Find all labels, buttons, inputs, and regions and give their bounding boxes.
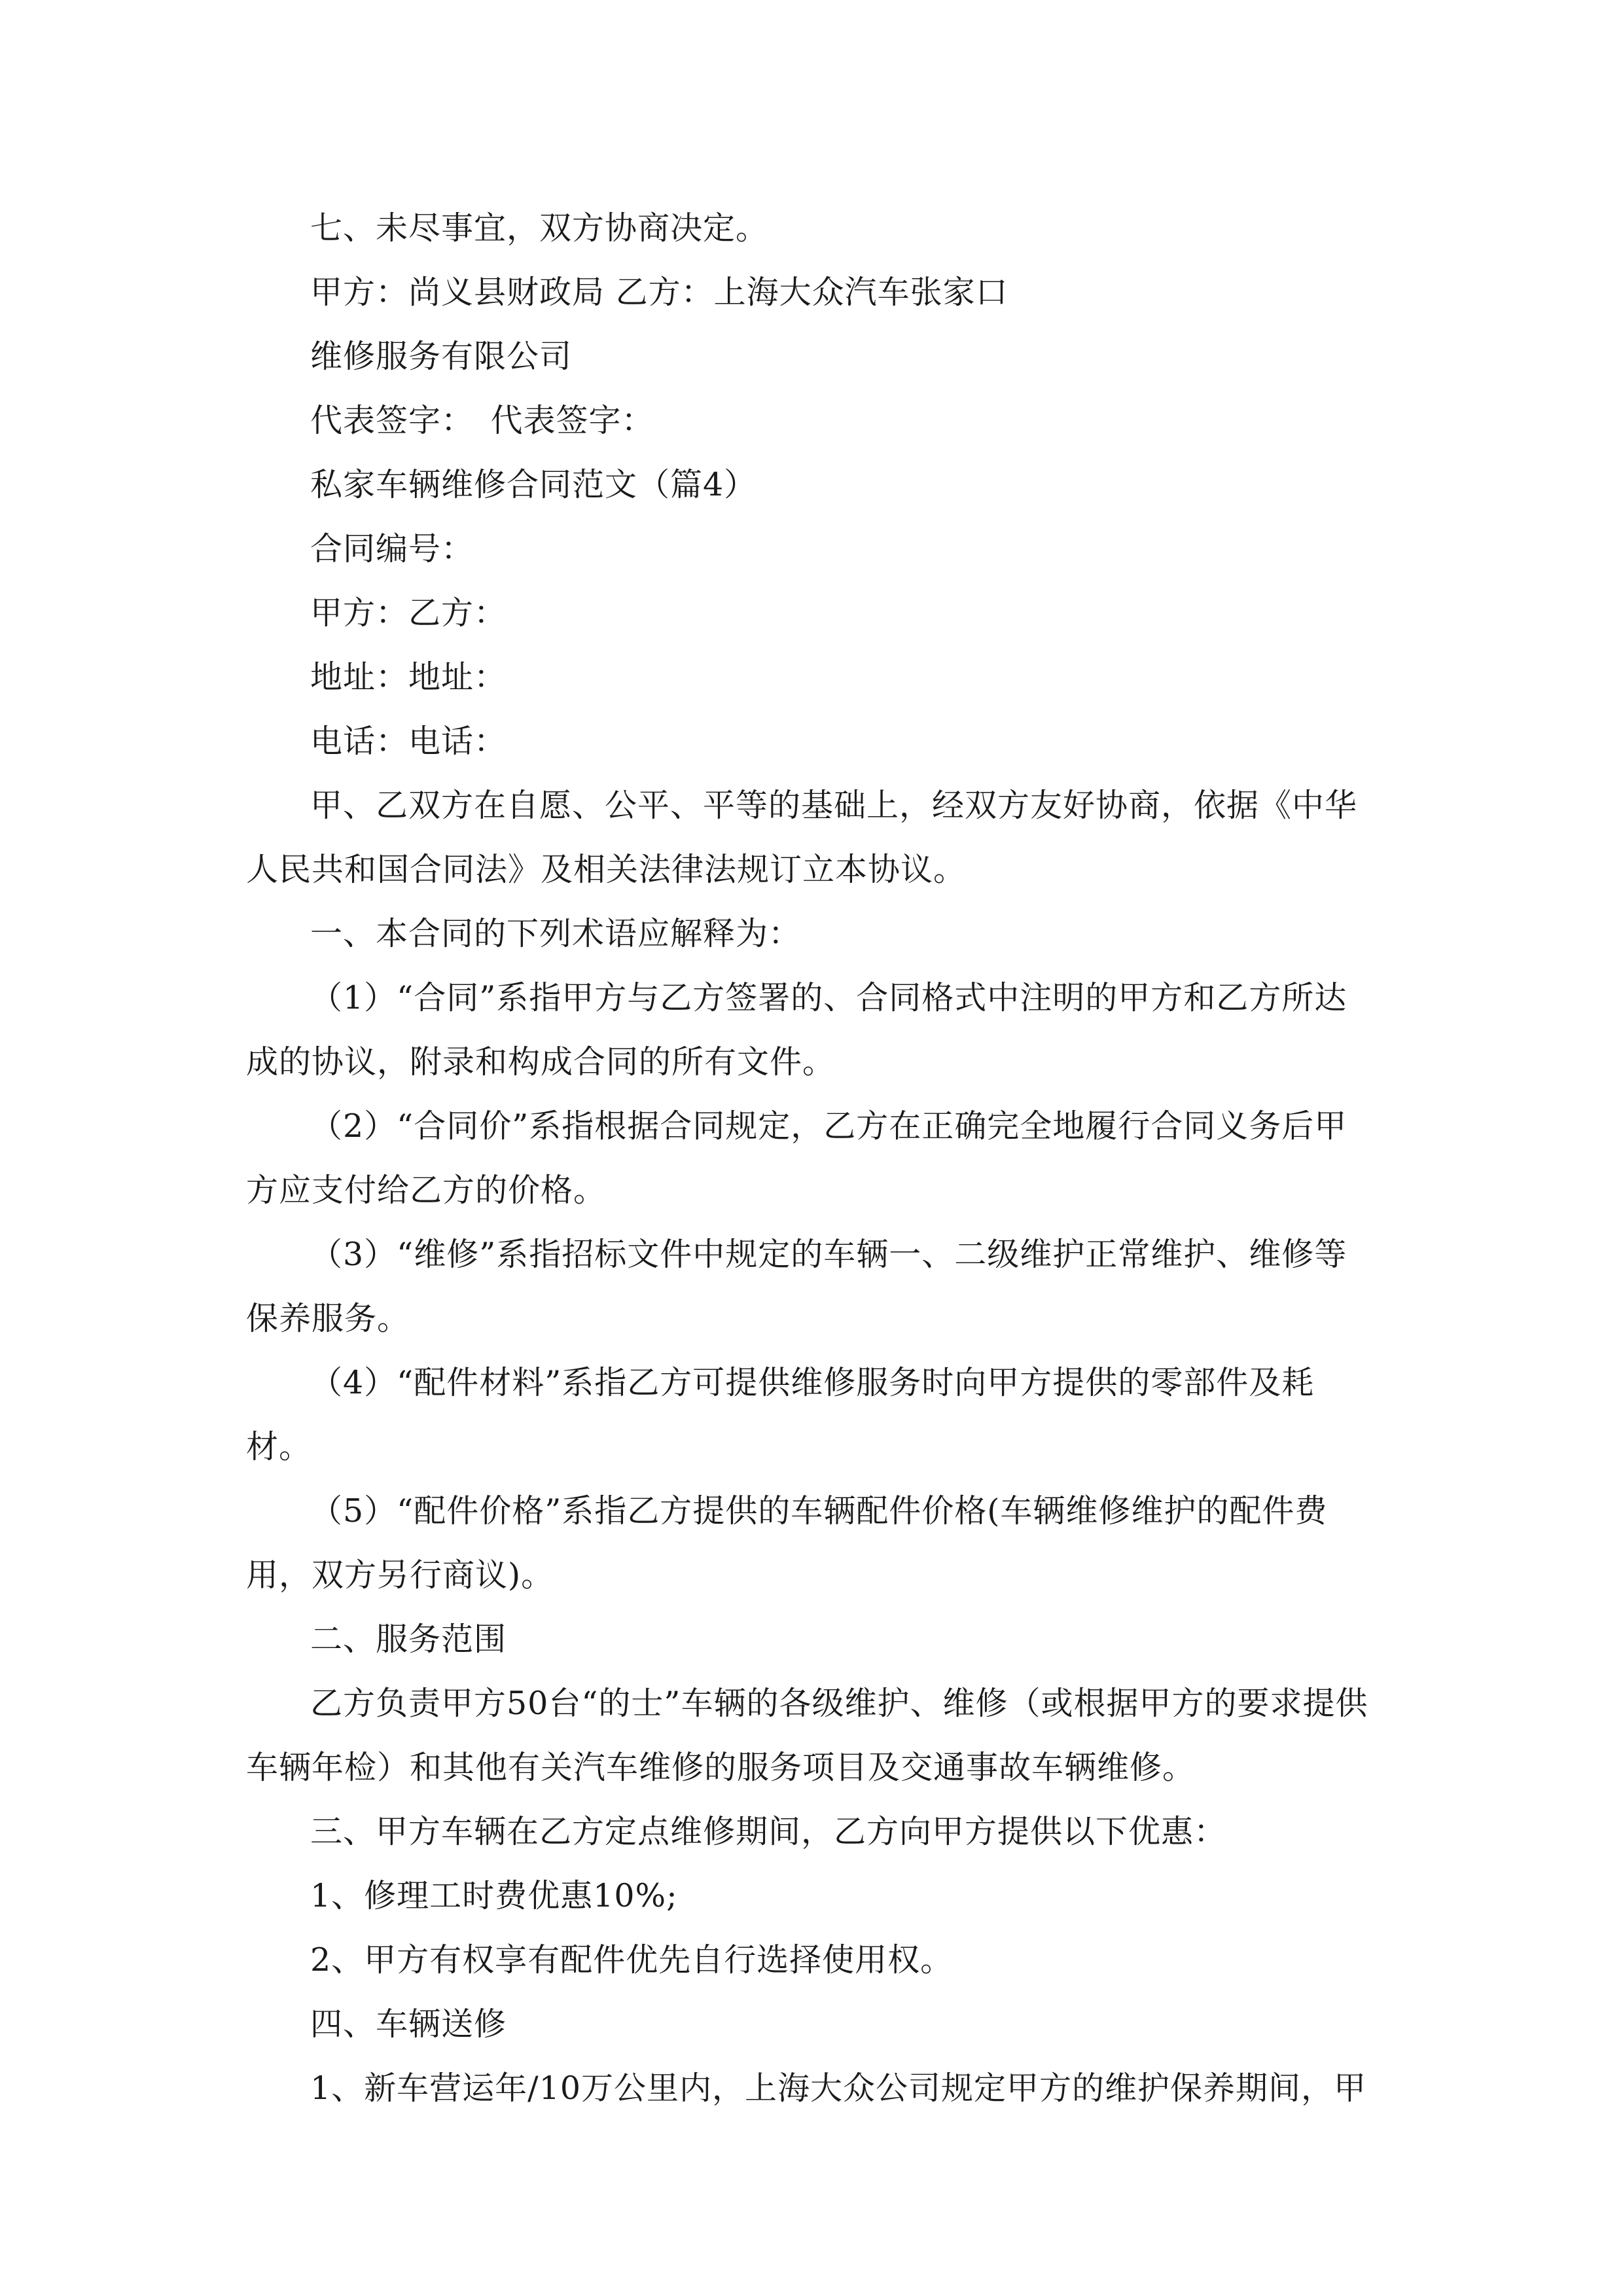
paragraph-service-scope-heading: 二、服务范围 [310,1621,507,1658]
paragraph-discount-1: 1、修理工时费优惠10%; [310,1877,678,1914]
paragraph-terms-heading: 一、本合同的下列术语应解释为： [310,915,802,952]
paragraph-term-5: （5）“配件价格”系指乙方提供的车辆配件价格(车辆维修维护的配件费用，双方另行商议)。 [246,1492,1328,1594]
paragraph-addresses: 地址：地址： [310,658,507,696]
paragraph-phones: 电话：电话： [310,723,507,760]
paragraph-contract-number: 合同编号： [310,530,474,567]
paragraph-parties: 甲方：尚义县财政局 乙方：上海大众汽车张家口 [310,274,1008,311]
paragraph-signatures: 代表签字： 代表签字： [310,402,654,439]
document-body [246,196,1380,2121]
paragraph-service-scope: 乙方负责甲方50台“的士”车辆的各级维护、维修（或根据甲方的要求提供车辆年检）和其他有关汽车维修的服务项目及交通事故车辆维修。 [246,1685,1368,1786]
section-title: 私家车辆维修合同范文（篇4） [310,466,757,503]
paragraph-term-3: （3）“维修”系指招标文件中规定的车辆一、二级维护正常维护、维修等保养服务。 [246,1236,1347,1337]
paragraph-party-b-continued: 维修服务有限公司 [310,338,573,375]
paragraph-vehicle-delivery-heading: 四、车辆送修 [310,2005,507,2043]
paragraph-preamble: 甲、乙双方在自愿、公平、平等的基础上，经双方友好协商，依据《中华人民共和国合同法》及相关法律法规订立本协议。 [246,787,1358,888]
paragraph-term-1: （1）“合同”系指甲方与乙方签署的、合同格式中注明的甲方和乙方所达成的协议，附录和构成合同的所有文件。 [246,979,1347,1081]
paragraph-discount-2: 2、甲方有权享有配件优先自行选择使用权。 [310,1941,954,1979]
paragraph-party-names: 甲方：乙方： [310,594,507,632]
paragraph-term-4: （4）“配件材料”系指乙方可提供维修服务时向甲方提供的零部件及耗材。 [246,1364,1315,1465]
paragraph-7-misc: 七、未尽事宜，双方协商决定。 [310,209,769,247]
paragraph-discount-heading: 三、甲方车辆在乙方定点维修期间，乙方向甲方提供以下优惠： [310,1813,1227,1850]
paragraph-vehicle-delivery-1: 1、新车营运年/10万公里内，上海大众公司规定甲方的维护保养期间，甲 [310,2070,1367,2107]
paragraph-term-2: （2）“合同价”系指根据合同规定，乙方在正确完全地履行合同义务后甲方应支付给乙方的价格。 [246,1107,1347,1209]
